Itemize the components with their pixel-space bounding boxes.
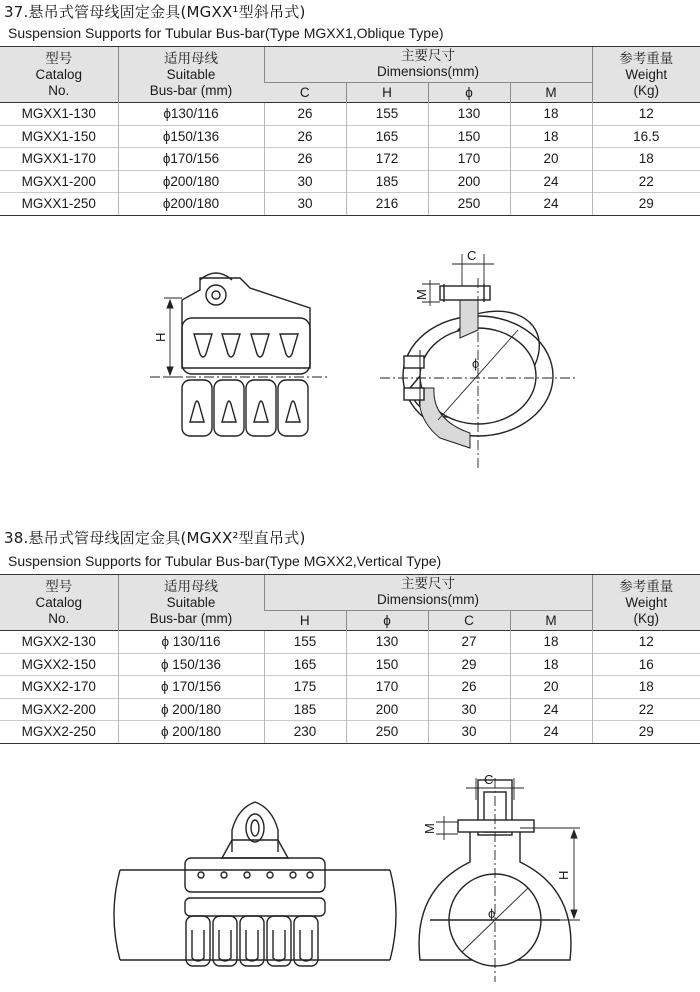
table-row: MGXX2-170 ϕ 170/156 175 170 26 20 18 (0, 676, 700, 699)
header-dimensions: 主要尺寸 Dimensions(mm) (264, 47, 592, 83)
header-weight: 参考重量 Weight (Kg) (592, 575, 700, 631)
dim-h-label: H (556, 870, 571, 880)
front-view-38 (114, 802, 396, 966)
header-weight: 参考重量 Weight (Kg) (592, 47, 700, 103)
table-row: MGXX2-200 ϕ 200/180 185 200 30 24 22 (0, 698, 700, 721)
table-row: MGXX1-250 ϕ200/180 30 216 250 24 29 (0, 193, 700, 216)
section-37-subtitle: Suspension Supports for Tubular Bus-bar(Type MGXX1,Oblique Type) (8, 25, 444, 41)
drawing-38 (0, 770, 700, 990)
table-row: MGXX1-130 ϕ130/116 26 155 130 18 12 (0, 103, 700, 126)
header-col-h: H (346, 83, 428, 103)
table-row: MGXX2-150 ϕ 150/136 165 150 29 18 16 (0, 653, 700, 676)
dim-m-label: M (414, 289, 429, 300)
table-row: MGXX1-170 ϕ170/156 26 172 170 20 18 (0, 148, 700, 171)
header-col-m: M (510, 611, 592, 631)
section-38-subtitle: Suspension Supports for Tubular Bus-bar(Type MGXX2,Vertical Type) (8, 553, 442, 569)
dim-phi-label: ϕ (488, 906, 496, 921)
header-busbar: 适用母线 Suitable Bus-bar (mm) (118, 47, 264, 103)
dim-m-label: M (422, 823, 437, 834)
dim-c-label: C (467, 248, 477, 263)
dim-c-label: C (484, 772, 494, 787)
section-38-title: 38.悬吊式管母线固定金具(MGXX²型直吊式) (4, 529, 306, 547)
front-view-37 (182, 273, 310, 436)
header-catalog: 型号 Catalog No. (0, 575, 118, 631)
header-col-phi: ϕ (428, 83, 510, 103)
header-catalog: 型号 Catalog No. (0, 47, 118, 103)
header-busbar: 适用母线 Suitable Bus-bar (mm) (118, 575, 264, 631)
header-col-phi: ϕ (346, 611, 428, 631)
spec-table-37 (0, 46, 700, 216)
header-col-c: C (264, 83, 346, 103)
section-37-title: 37.悬吊式管母线固定金具(MGXX¹型斜吊式) (4, 3, 306, 21)
dim-h-label: H (153, 332, 168, 342)
header-dimensions: 主要尺寸 Dimensions(mm) (264, 575, 592, 611)
header-col-c: C (428, 611, 510, 631)
table-row: MGXX2-250 ϕ 200/180 230 250 30 24 29 (0, 721, 700, 744)
drawing-37 (0, 238, 700, 478)
table-row: MGXX1-150 ϕ150/136 26 165 150 18 16.5 (0, 125, 700, 148)
spec-table-38 (0, 574, 700, 744)
table-row: MGXX2-130 ϕ 130/116 155 130 27 18 12 (0, 631, 700, 654)
header-col-h: H (264, 611, 346, 631)
dim-phi-label: ϕ (472, 356, 480, 371)
header-col-m: M (510, 83, 592, 103)
table-row: MGXX1-200 ϕ200/180 30 185 200 24 22 (0, 170, 700, 193)
